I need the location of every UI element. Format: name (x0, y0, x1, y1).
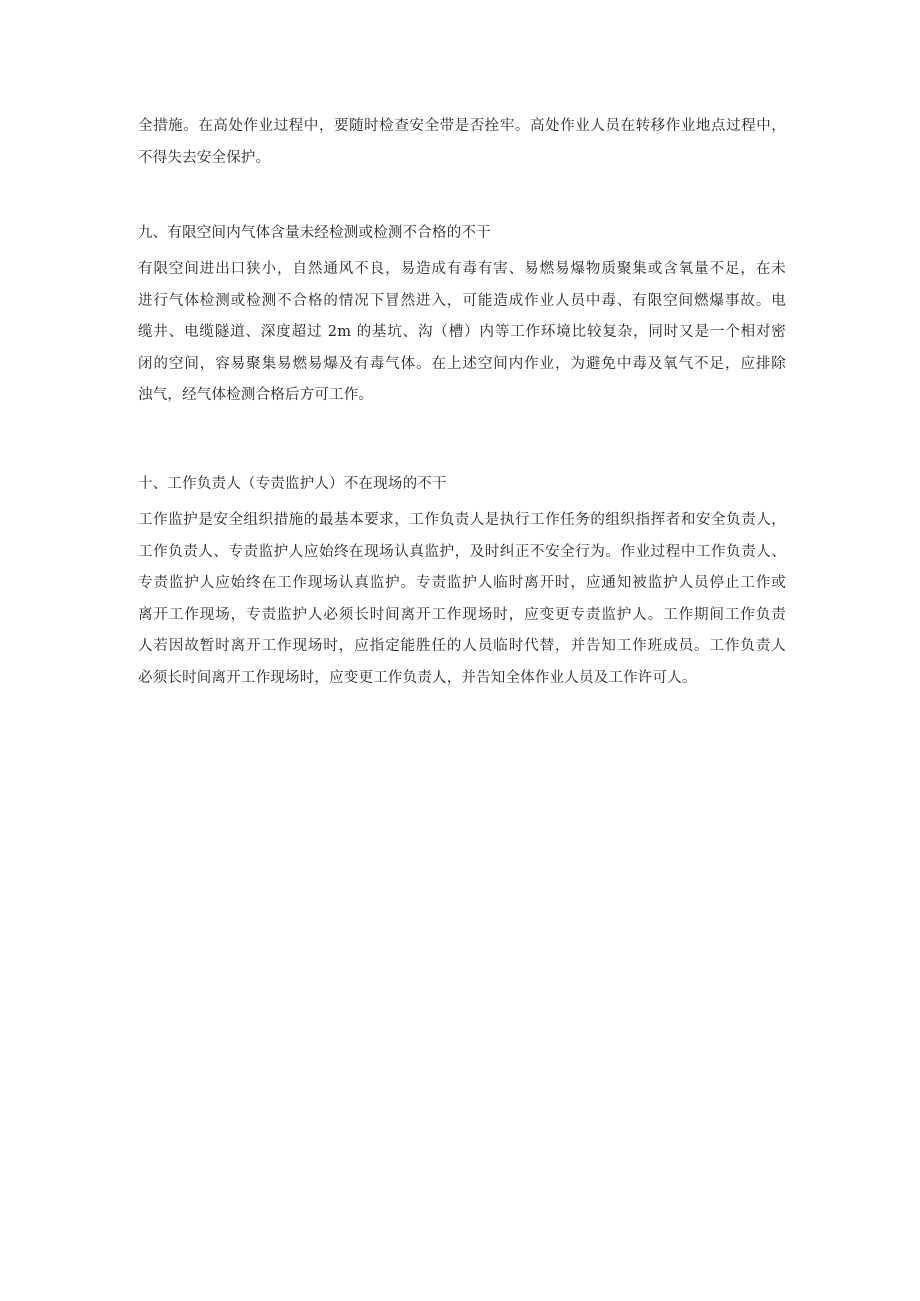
paragraph-line: 缆井、电缆隧道、深度超过 2m 的基坑、沟（槽）内等工作环境比较复杂，同时又是一个相对密 (138, 324, 786, 340)
paragraph-line: 有限空间进出口狭小，自然通风不良，易造成有毒有害、易燃易爆物质聚集或含氧量不足，在未 (138, 261, 786, 277)
paragraph-line: 离开工作现场，专责监护人必须长时间离开工作现场时，应变更专责监护人。工作期间工作负责 (138, 606, 786, 623)
paragraph-line: 工作监护是安全组织措施的最基本要求，工作负责人是执行工作任务的组织指挥者和安全负责人， (138, 512, 786, 528)
paragraph-line: 不得失去安全保护。 (138, 149, 271, 166)
paragraph-line: 浊气，经气体检测合格后方可工作。 (138, 387, 374, 403)
continuation-paragraph (138, 111, 786, 174)
section-10-paragraph (138, 505, 786, 694)
paragraph-line: 闭的空间，容易聚集易燃易爆及有毒气体。在上述空间内作业，为避免中毒及氧气不足，应排除 (138, 355, 786, 372)
paragraph-line: 进行气体检测或检测不合格的情况下冒然进入，可能造成作业人员中毒、有限空间燃爆事故。电 (138, 292, 786, 309)
paragraph-line: 专责监护人应始终在工作现场认真监护。专责监护人临时离开时，应通知被监护人员停止工作或 (138, 575, 786, 591)
section-10-heading: 十、工作负责人（专责监护人）不在现场的不干 (138, 476, 447, 492)
paragraph-line: 必须长时间离开工作现场时，应变更工作负责人，并告知全体作业人员及工作许可人。 (138, 669, 697, 686)
section-9-paragraph (138, 254, 786, 412)
paragraph-line: 人若因故暂时离开工作现场时，应指定能胜任的人员临时代替，并告知工作班成员。工作负责人 (138, 638, 786, 654)
section-9-heading: 九、有限空间内气体含量未经检测或检测不合格的不干 (138, 225, 491, 241)
paragraph-line: 工作负责人、专责监护人应始终在现场认真监护，及时纠正不安全行为。作业过程中工作负责人、 (138, 543, 786, 560)
paragraph-line: 全措施。在高处作业过程中，要随时检查安全带是否拴牢。高处作业人员在转移作业地点过程中， (138, 118, 786, 134)
